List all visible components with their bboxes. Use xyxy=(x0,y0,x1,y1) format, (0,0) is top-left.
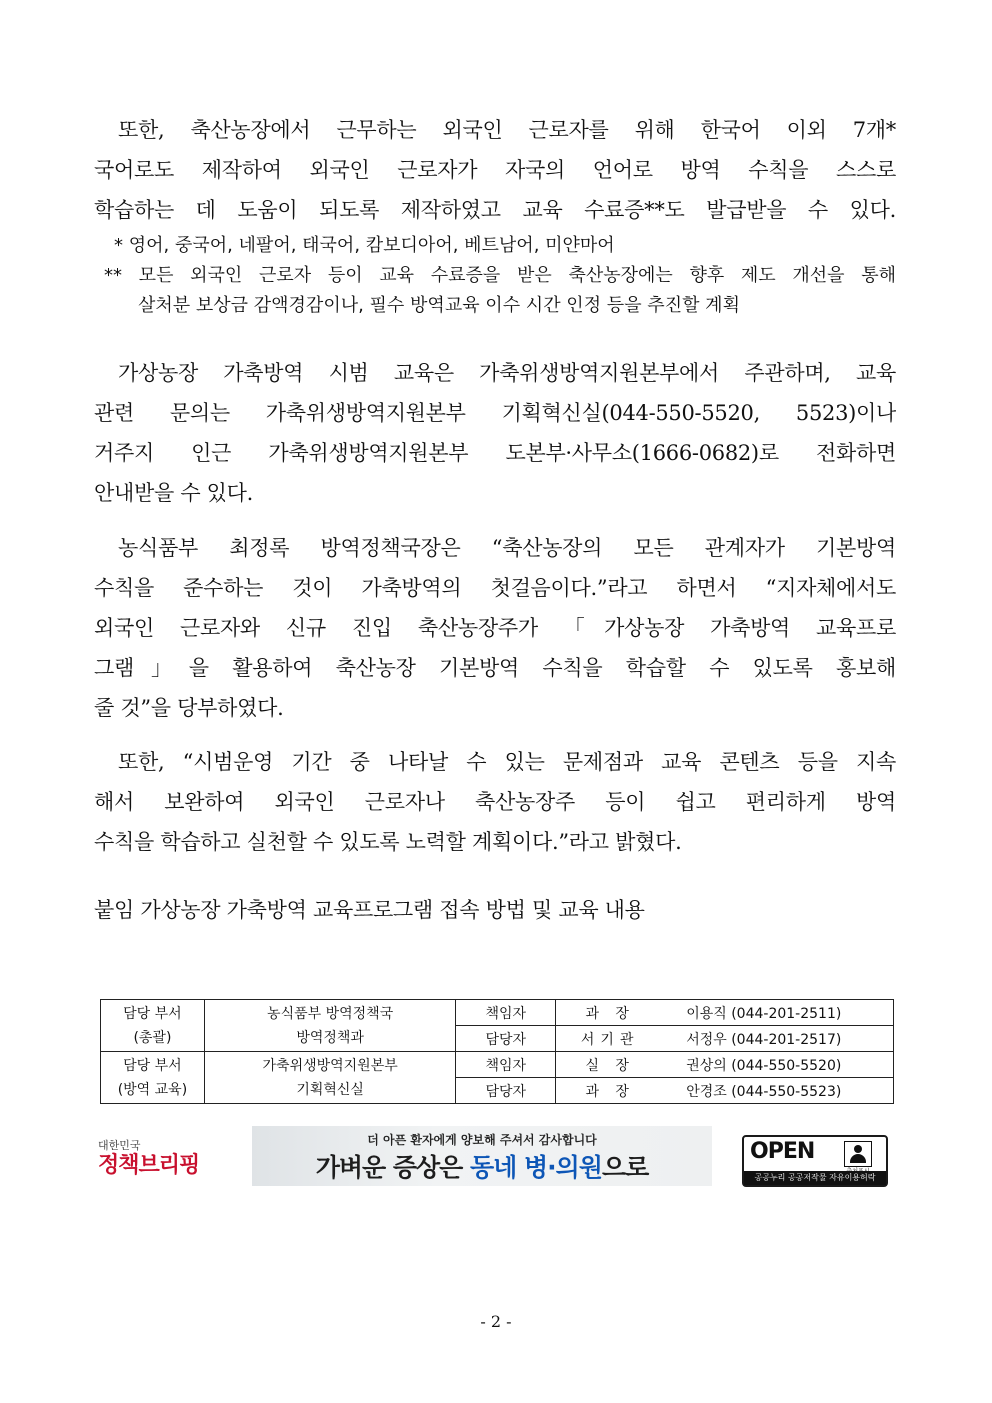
text-line: 수칙을 준수하는 것이 가축방역의 첫걸음이다.”라고 하면서 “지자체에서도 xyxy=(94,576,896,600)
org-name: 가축위생방역지원본부 xyxy=(262,1057,398,1074)
dept-cell xyxy=(101,1000,205,1052)
text-line: 국어로도 제작하여 외국인 근로자가 자국의 언어로 방역 수칙을 스스로 xyxy=(94,158,896,182)
org-cell xyxy=(204,1000,456,1052)
paragraph-contact-info xyxy=(94,353,896,513)
org-cell xyxy=(204,1052,456,1104)
kogl-strip-text: 공공누리 공공저작물 자유이용허락 xyxy=(744,1171,886,1185)
person-title: 서기관 xyxy=(580,1031,640,1048)
org-division: 기획혁신실 xyxy=(296,1081,364,1098)
text-line: 해서 보완하여 외국인 근로자나 축산농장주 등이 쉽고 편리하게 방역 xyxy=(94,790,896,814)
attachment-note xyxy=(94,890,896,930)
text-line: 학습하는 데 도움이 되도록 제작하였고 교육 수료증**도 발급받을 수 있다. xyxy=(94,198,896,222)
person-name-phone: 권상의 (044-550-5520) xyxy=(686,1057,842,1074)
footnote-certificate: ** 모든 외국인 근로자 등이 교육 수료증을 받은 축산농장에는 향후 제도 개선을 통해 xyxy=(104,265,896,286)
dept-sub-label: (총괄) xyxy=(133,1029,172,1046)
role-cell: 책임자 xyxy=(456,1052,556,1078)
paragraph-foreign-workers xyxy=(94,110,896,230)
banner-main-part-c: 으로 xyxy=(601,1153,649,1182)
org-name: 농식품부 방역정책국 xyxy=(267,1005,394,1022)
table-row xyxy=(101,1000,894,1026)
org-division: 방역정책과 xyxy=(296,1029,364,1046)
paragraph-director-quote xyxy=(94,528,896,728)
role-cell: 책임자 xyxy=(456,1000,556,1026)
person-name-phone: 이용직 (044-201-2511) xyxy=(686,1005,842,1022)
text-line: 안내받을 수 있다. xyxy=(94,481,254,505)
person-name-phone: 안경조 (044-550-5523) xyxy=(686,1083,842,1100)
campaign-banner xyxy=(252,1126,712,1186)
person-cell xyxy=(556,1026,894,1052)
text-line: 거주지 인근 가축위생방역지원본부 도본부·사무소(1666-0682)로 전화하면 xyxy=(94,441,896,465)
banner-main-text xyxy=(252,1148,712,1184)
text-line: 또한, 축산농장에서 근무하는 외국인 근로자를 위해 한국어 이외 7개* xyxy=(118,118,896,142)
role-cell: 담당자 xyxy=(456,1026,556,1052)
dept-cell xyxy=(101,1052,205,1104)
table-row xyxy=(101,1052,894,1078)
open-text: OPEN xyxy=(750,1139,815,1164)
kogl-open-badge xyxy=(742,1135,888,1187)
person-head-shape xyxy=(854,1145,862,1153)
person-body-shape xyxy=(850,1154,866,1163)
person-title: 과 장 xyxy=(585,1005,635,1022)
text-line: 그램」을 활용하여 축산농장 기본방역 수칙을 학습할 수 있도록 홍보해 xyxy=(94,656,896,680)
person-cell xyxy=(556,1078,894,1104)
page-number: - 2 - xyxy=(480,1312,512,1331)
contact-table xyxy=(100,999,894,1104)
text-line: 또한, “시범운영 기간 중 나타날 수 있는 문제점과 교육 콘텐츠 등을 지속 xyxy=(118,750,896,774)
footnotes xyxy=(104,231,896,321)
footnote-languages: * 영어, 중국어, 네팔어, 태국어, 캄보디아어, 베트남어, 미얀마어 xyxy=(114,235,615,256)
footnote-certificate-cont: 살처분 보상금 감액경감이나, 필수 방역교육 이수 시간 인정 등을 추진할 계획 xyxy=(138,295,740,316)
dept-label: 담당 부서 xyxy=(123,1005,182,1022)
footer-logos xyxy=(0,1126,992,1188)
attachment-text: 붙임 가상농장 가축방역 교육프로그램 접속 방법 및 교육 내용 xyxy=(94,898,645,922)
role-cell: 담당자 xyxy=(456,1078,556,1104)
paragraph-improvement-plan xyxy=(94,742,896,862)
dept-label: 담당 부서 xyxy=(123,1057,182,1074)
text-line: 농식품부 최정록 방역정책국장은 “축산농장의 모든 관계자가 기본방역 xyxy=(118,536,896,560)
dept-sub-label: (방역 교육) xyxy=(117,1081,188,1098)
logo-big-text: 정책브리핑 xyxy=(98,1153,200,1178)
policy-briefing-logo xyxy=(98,1140,208,1186)
banner-main-highlight: 동네 병·의원 xyxy=(470,1153,602,1182)
text-line: 관련 문의는 가축위생방역지원본부 기획혁신실(044-550-5520, 5523)이나 xyxy=(94,401,896,425)
person-title: 과 장 xyxy=(585,1083,635,1100)
logo-small-text: 대한민국 xyxy=(98,1139,141,1152)
text-line: 수칙을 학습하고 실천할 수 있도록 노력할 계획이다.”라고 밝혔다. xyxy=(94,830,682,854)
person-cell xyxy=(556,1052,894,1078)
banner-top-text: 더 아픈 환자에게 양보해 주셔서 감사합니다 xyxy=(367,1133,597,1147)
banner-main-part-a: 가벼운 증상은 xyxy=(315,1153,471,1182)
text-line: 외국인 근로자와 신규 진입 축산농장주가 「가상농장 가축방역 교육프로 xyxy=(94,616,896,640)
attribution-person-icon xyxy=(844,1141,872,1167)
person-title: 실 장 xyxy=(585,1057,635,1074)
person-cell xyxy=(556,1000,894,1026)
text-line: 가상농장 가축방역 시범 교육은 가축위생방역지원본부에서 주관하며, 교육 xyxy=(118,361,896,385)
text-line: 줄 것”을 당부하였다. xyxy=(94,696,284,720)
person-name-phone: 서정우 (044-201-2517) xyxy=(686,1031,842,1048)
